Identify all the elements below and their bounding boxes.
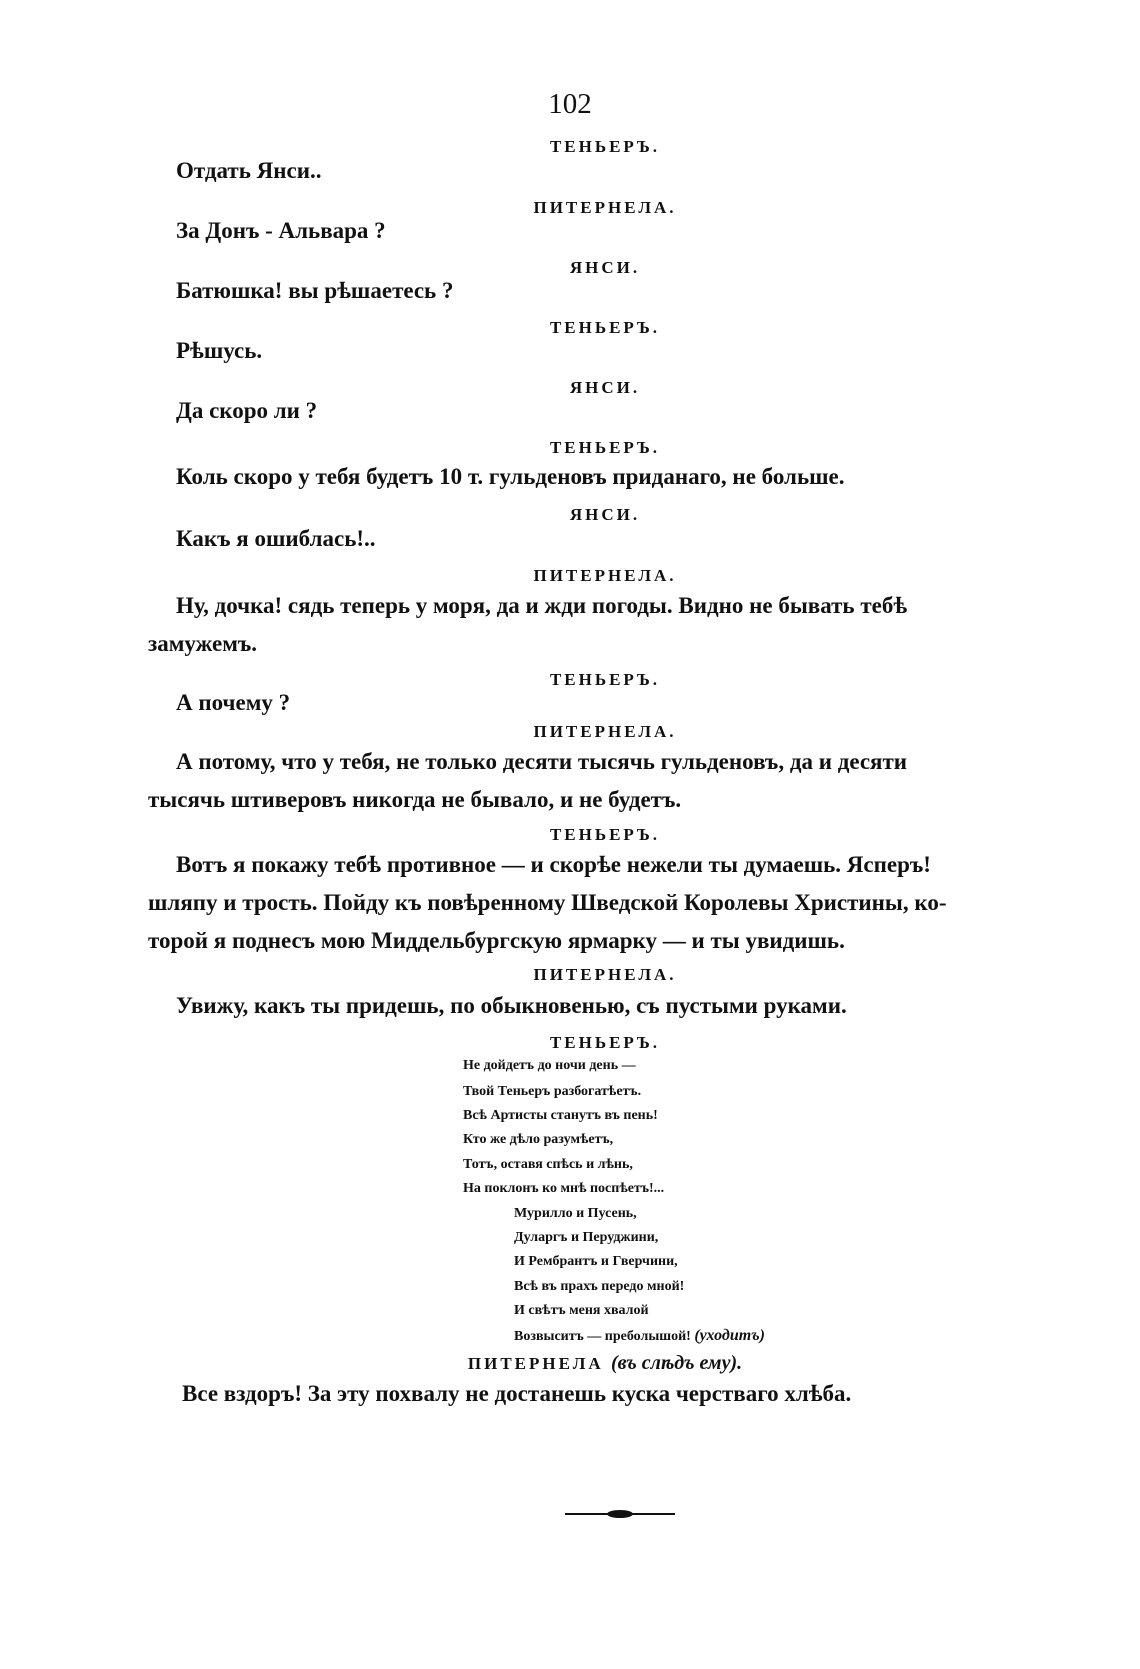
verse-line: Кто же дѣло разумѣетъ, [463, 1132, 614, 1147]
speaker-heading: ПИТЕРНЕЛА. [533, 722, 677, 741]
end-ornament-rule [565, 1513, 675, 1515]
dialogue-line: Да скоро ли ? [176, 398, 318, 423]
dialogue-line: Батюшка! вы рѣшаетесь ? [176, 278, 454, 303]
dialogue-line: тысячь штиверовъ никогда не бывало, и не будетъ. [148, 787, 682, 812]
speaker-heading: ТЕНЬЕРЪ. [549, 670, 661, 689]
dialogue-line: Ну, дочка! сядь теперь у моря, да и жди погоды. Видно не бывать тебѣ [176, 593, 908, 618]
verse-line: И Рембрантъ и Гверчини, [514, 1254, 678, 1269]
dialogue-line: Коль скоро у тебя будетъ 10 т. гульденовъ приданаго, не больше. [176, 464, 845, 489]
verse-line: Всѣ въ прахъ передо мной! [514, 1279, 685, 1294]
dialogue-line: Увижу, какъ ты придешь, по обыкновенью, съ пустыми руками. [176, 993, 847, 1018]
speaker-heading: ПИТЕРНЕЛА. [533, 198, 677, 217]
dialogue-line: Вотъ я покажу тебѣ противное — и скорѣе нежели ты думаешь. Ясперъ! [176, 852, 931, 877]
verse-line: Мурилло и Пусень, [514, 1206, 637, 1221]
dialogue-line: Рѣшусь. [176, 338, 263, 363]
verse-line: На поклонъ ко мнѣ поспѣетъ!... [463, 1181, 665, 1196]
speaker-heading: ЯНСИ. [569, 505, 641, 524]
speaker-heading: ТЕНЬЕРЪ. [549, 318, 661, 337]
speaker-heading: ПИТЕРНЕЛА. [533, 965, 677, 984]
speaker-heading: ЯНСИ. [569, 378, 641, 397]
dialogue-line: За Донъ - Альвара ? [176, 218, 386, 243]
dialogue-line: торой я поднесъ мою Миддельбургскую ярмарку — и ты увидишь. [148, 928, 845, 953]
verse-line: Дуларгъ и Перуджини, [514, 1230, 659, 1245]
speaker-heading: ЯНСИ. [569, 258, 641, 277]
verse-line: Твой Теньеръ разбогатѣетъ. [463, 1084, 642, 1099]
verse-line [514, 1327, 765, 1345]
speaker-heading: ТЕНЬЕРЪ. [549, 1033, 661, 1052]
dialogue-line: Все вздоръ! За эту похвалу не достанешь куска черстваго хлѣба. [182, 1381, 852, 1406]
verse-line: Всѣ Артисты станутъ въ пень! [463, 1108, 658, 1123]
speaker-heading [0, 1352, 1140, 1375]
speaker-heading: ПИТЕРНЕЛА. [533, 566, 677, 585]
speaker-heading: ТЕНЬЕРЪ. [549, 438, 661, 457]
dialogue-line: замужемъ. [148, 631, 258, 656]
verse-line: Не дойдетъ до ночи день — [463, 1058, 636, 1073]
dialogue-line: А почему ? [176, 690, 291, 715]
speaker-name: ПИТЕРНЕЛА [467, 1354, 604, 1373]
speaker-heading: ТЕНЬЕРЪ. [549, 137, 661, 156]
verse-text: Возвыситъ — преболышой! [514, 1329, 691, 1344]
stage-direction: (въ слѣдъ ему). [610, 1352, 743, 1374]
dialogue-line: Какъ я ошиблась!.. [176, 526, 376, 551]
stage-direction: (уходитъ) [694, 1327, 765, 1344]
dialogue-line: шляпу и трость. Пойду къ повѣренному Шведской Королевы Христины, ко- [148, 890, 947, 915]
dialogue-line: А потому, что у тебя, не только десяти тысячь гульденовъ, да и десяти [176, 749, 908, 774]
dialogue-line: Отдать Янси.. [176, 158, 322, 183]
verse-line: Тотъ, оставя спѣсь и лѣнь, [463, 1157, 633, 1172]
speaker-heading: ТЕНЬЕРЪ. [549, 825, 661, 844]
page-number: 102 [548, 88, 592, 120]
verse-line: И свѣтъ меня хвалой [514, 1303, 649, 1318]
